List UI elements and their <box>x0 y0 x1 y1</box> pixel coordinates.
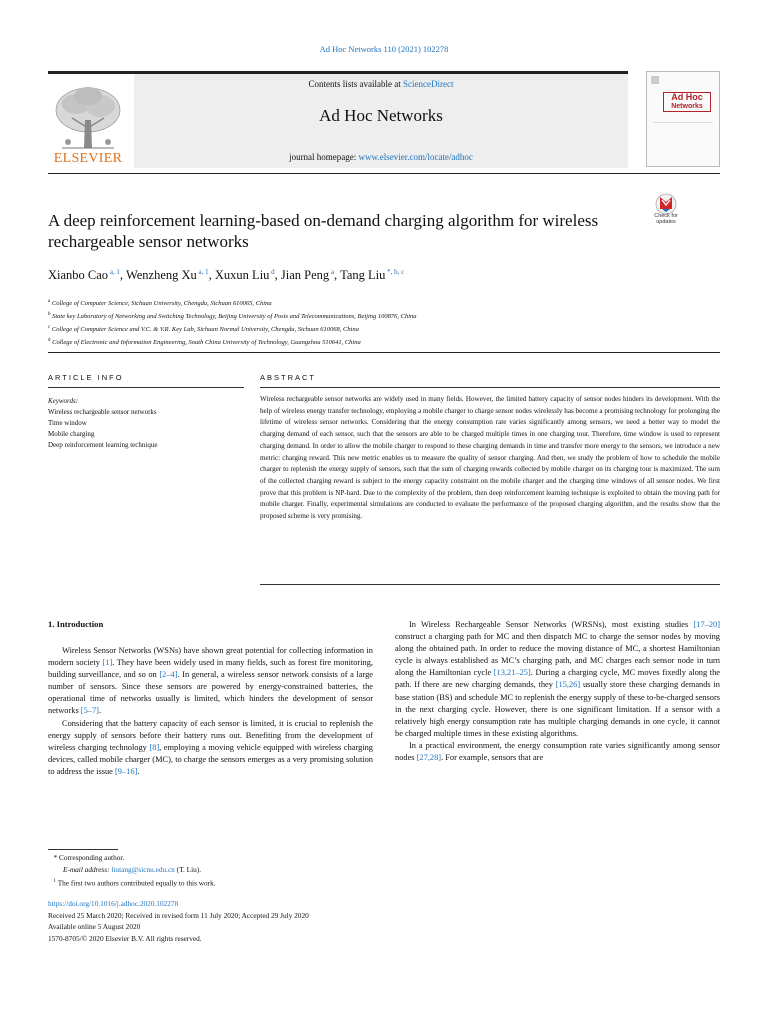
journal-cover-thumbnail[interactable] <box>646 71 720 167</box>
crossmark-label <box>646 213 686 225</box>
elsevier-wordmark[interactable]: ELSEVIER <box>53 151 123 166</box>
keywords-label: Keywords: <box>48 397 79 405</box>
author-list: Xianbo Cao $^{a, 1}$, Wenzheng Xu $^{a, 1}$, Xuxun Liu $^d$, Jian Peng $^a$, Tang Liu $^{*, b, c}$ <box>48 268 405 283</box>
article-title: A deep reinforcement learning-based on-demand charging algorithm for wireless rechargeable sensor networks <box>48 211 599 251</box>
abstract-rule <box>260 387 720 388</box>
journal-citation-link[interactable]: Ad Hoc Networks 110 (2021) 102278 <box>319 44 449 54</box>
affiliation-mark: b <box>48 312 51 318</box>
keyword: Mobile charging <box>48 430 95 438</box>
article-info-heading: ARTICLE INFO <box>48 373 124 382</box>
citation-link[interactable]: [17–20] <box>693 620 720 629</box>
citation-link[interactable]: [9–16] <box>115 766 138 776</box>
author-name[interactable]: Jian Peng <box>280 268 330 283</box>
author-affiliation-marker[interactable]: *, b, c <box>385 268 405 276</box>
received-dates: Received 25 March 2020; Received in revised form 11 July 2020; Accepted 29 July 2020 <box>48 910 309 920</box>
affiliation-text: College of Computer Science, Sichuan University, Chengdu, Sichuan 610065, China <box>50 300 272 308</box>
section-heading-introduction: 1. Introduction <box>48 619 104 629</box>
affiliation-mark: c <box>48 325 51 331</box>
paragraph <box>395 740 720 764</box>
crossmark-line2: updates <box>656 219 676 225</box>
crossmark-badge-icon[interactable] <box>646 192 686 232</box>
keyword: Wireless rechargeable sensor networks <box>48 408 157 416</box>
sciencedirect-link[interactable]: ScienceDirect <box>403 79 454 89</box>
abstract-text: Wireless rechargeable sensor networks are widely used in many fields. However, the limited battery capacity of sensor nodes hinders its development. With the help of wireless energy transfer technology, employing a mobile charger to charge sensor nodes wirelessly has become a promising technology for prolonging the lifetime of wireless sensor networks. Considering that the energy consumption rate varies significantly among sensors, we need a better way to model the charging demand of each sensor, such that the sensors are able to be charged multiple times in one charging tour. Therefore, time window is used to represent charging demand. In order to allow the mobile charger to respond to these charging demands in time and transfer more energy to the sensors, we introduce a new metric: charging reward. This new metric enables us to measure the quality of sensor charging. And then, we study the problem of how to schedule the mobile charger to replenish the energy supply of sensors, such that the sum of charging rewards collected by mobile charger on its charging tour is maximized. The sum of the collected charging reward is subject to the energy capacity constraint on the mobile charger and the charging time windows of all sensor nodes. We first prove that this problem is NP-hard. Due to the complexity of the problem, then deep reinforcement learning technique is exploited to obtain the moving path for mobile charger. Finally, experimental simulations are conducted to evaluate the performance of the proposed charging algorithm, and the results show that the proposed scheme is very promising. <box>260 395 720 521</box>
front-matter-rule <box>48 352 720 353</box>
publication-metadata <box>48 898 548 944</box>
paragraph-text: Considering that the battery capacity of each sensor is limited, it is crucial to replenish the energy supply of sensors before their battery runs out. Benefiting from the development of wireless charging technology <box>48 718 373 752</box>
affiliation <box>48 309 728 322</box>
cover-title-line1: Ad Hoc <box>671 92 703 102</box>
author-name[interactable]: Tang Liu <box>340 268 386 283</box>
keyword: Time window <box>48 419 87 427</box>
footnote-corresponding: * Corresponding author. <box>48 853 125 862</box>
cover-title-line2: Networks <box>671 103 703 110</box>
citation-link[interactable]: [1] <box>102 658 113 668</box>
paragraph <box>48 718 373 778</box>
homepage-link[interactable]: www.elsevier.com/locate/adhoc <box>358 152 473 162</box>
journal-name: Ad Hoc Networks <box>319 106 443 125</box>
author-name[interactable]: Xianbo Cao <box>48 268 109 283</box>
paragraph-text: In Wireless Rechargeable Sensor Networks (WRSNs), most existing studies <box>409 620 694 629</box>
paragraph-text: construct a charging path for MC and then dispatch MC to charge the sensor nodes by moving along the obtained path. In order to reduce the moving distance of MC, a shortest Hamiltonian cycle is always established as MC’s charging path, and MC charges each sensor node in turn along the Hamiltonian cycle <box>395 632 720 678</box>
cover-logo-mark <box>651 76 659 84</box>
journal-homepage <box>134 152 628 162</box>
article-info-rule <box>48 387 244 388</box>
citation-link[interactable]: [15,26] <box>555 680 581 690</box>
citation-link[interactable]: [13,21–25] <box>493 668 531 678</box>
crossmark-line1: Check for <box>654 213 678 219</box>
citation-link[interactable]: [5–7] <box>80 706 99 716</box>
affiliation <box>48 322 728 335</box>
author-affiliation-marker[interactable]: d <box>269 268 275 276</box>
paragraph-text: . <box>137 766 140 776</box>
paragraph <box>395 619 720 740</box>
email-suffix: (T. Liu). <box>174 865 202 874</box>
paragraph <box>48 645 373 718</box>
footnotes <box>48 852 448 889</box>
cover-divider <box>653 122 713 123</box>
cover-title <box>663 92 711 112</box>
left-column <box>48 645 373 778</box>
email-label: E-mail address: <box>63 865 112 874</box>
email-link[interactable]: liutang@sicnu.edu.cn <box>111 865 175 874</box>
footnote-mark: 1 <box>53 879 56 884</box>
paragraph-text: Wireless Sensor Networks (WSNs) have shown great potential for collecting information in modern society <box>48 646 373 668</box>
affiliation-mark: d <box>48 338 51 344</box>
author-affiliation-marker[interactable]: a, 1 <box>196 268 209 276</box>
author-name[interactable]: Xuxun Liu <box>214 268 270 283</box>
affiliation-text: College of Electronic and Information Engineering, South China University of Technology, Guangzhou 510641, China <box>50 339 361 347</box>
contents-prefix: Contents lists available at <box>308 79 403 89</box>
copyright: 1570-8705/© 2020 Elsevier B.V. All rights reserved. <box>48 933 202 943</box>
paragraph-text: In a practical environment, the energy consumption rate varies significantly among sensor nodes <box>395 740 720 763</box>
footnote-email <box>48 864 448 876</box>
affiliation <box>48 296 728 309</box>
homepage-prefix: journal homepage: <box>289 152 359 162</box>
author-affiliation-marker[interactable]: a, 1 <box>108 268 120 276</box>
keywords-block <box>48 396 244 451</box>
available-online: Available online 5 August 2020 <box>48 922 141 931</box>
paragraph-text: , employing a moving vehicle equipped with wireless charging devices, called mobile charger (MC), to charge the sensors emerges as a very promising solution to address the issue <box>48 742 373 776</box>
affiliation <box>48 335 728 348</box>
paragraph-text: . <box>98 706 102 716</box>
citation-link[interactable]: [27,28] <box>416 753 442 763</box>
paragraph-text: . During a charging cycle, MC moves fixedly along the path. If there are new charging demands, they <box>395 668 721 690</box>
contents-line <box>134 79 628 89</box>
equal-contribution-text: The first two authors contributed equally to this work. <box>57 878 216 888</box>
keyword: Deep reinforcement learning technique <box>48 441 158 449</box>
corresponding-text: Corresponding author. <box>58 853 125 862</box>
header-bottom-rule <box>48 173 720 174</box>
abstract-bottom-rule <box>260 584 720 585</box>
paragraph-text: . They have been widely used in many fields, such as forest fire monitoring, building surveillance, and so on <box>48 658 373 680</box>
abstract-heading: ABSTRACT <box>260 373 317 382</box>
author-name[interactable]: Wenzheng Xu <box>125 268 197 283</box>
paragraph-text: . For example, sensors that are <box>441 753 544 763</box>
citation-link[interactable]: [2–4] <box>159 670 178 680</box>
affiliation-list <box>48 296 728 349</box>
paragraph-text: . In general, a wireless sensor network consists of a large number of sensors. Since these sensors are powered by energy-constrained batteries, the operational time of networks usually is limited, which hinders the development of sensor networks <box>48 670 373 716</box>
doi-link[interactable]: https://doi.org/10.1016/j.adhoc.2020.102278 <box>48 899 179 908</box>
affiliation-text: State key Laboratory of Networking and Switching Technology, Beijing University of Posts and Telecommunications, Beijing 100876, China <box>50 313 417 321</box>
paragraph-text: usually store these charging demands in base station (BS) and schedule MC to replenish the energy supply of these to-be-charged sensors in the next charging cycle. However, there is one significant limitation. If a sensor with a relatively high energy consumption rate has multiple charging demands in one cycle, it cannot be charged multiple times in these existing algorithms. <box>395 680 720 738</box>
author-affiliation-marker[interactable]: a <box>329 268 335 276</box>
keywords-list <box>48 407 244 451</box>
right-column <box>395 619 720 764</box>
citation-link[interactable]: [8] <box>149 742 160 752</box>
affiliation-mark: a <box>48 299 51 304</box>
footnote-rule <box>48 849 118 850</box>
footnote-equal-contribution <box>48 876 448 889</box>
affiliation-text: College of Computer Science and V.C. & V.R. Key Lab, Sichuan Normal University, Chengdu, Sichuan 610068, China <box>50 326 359 334</box>
